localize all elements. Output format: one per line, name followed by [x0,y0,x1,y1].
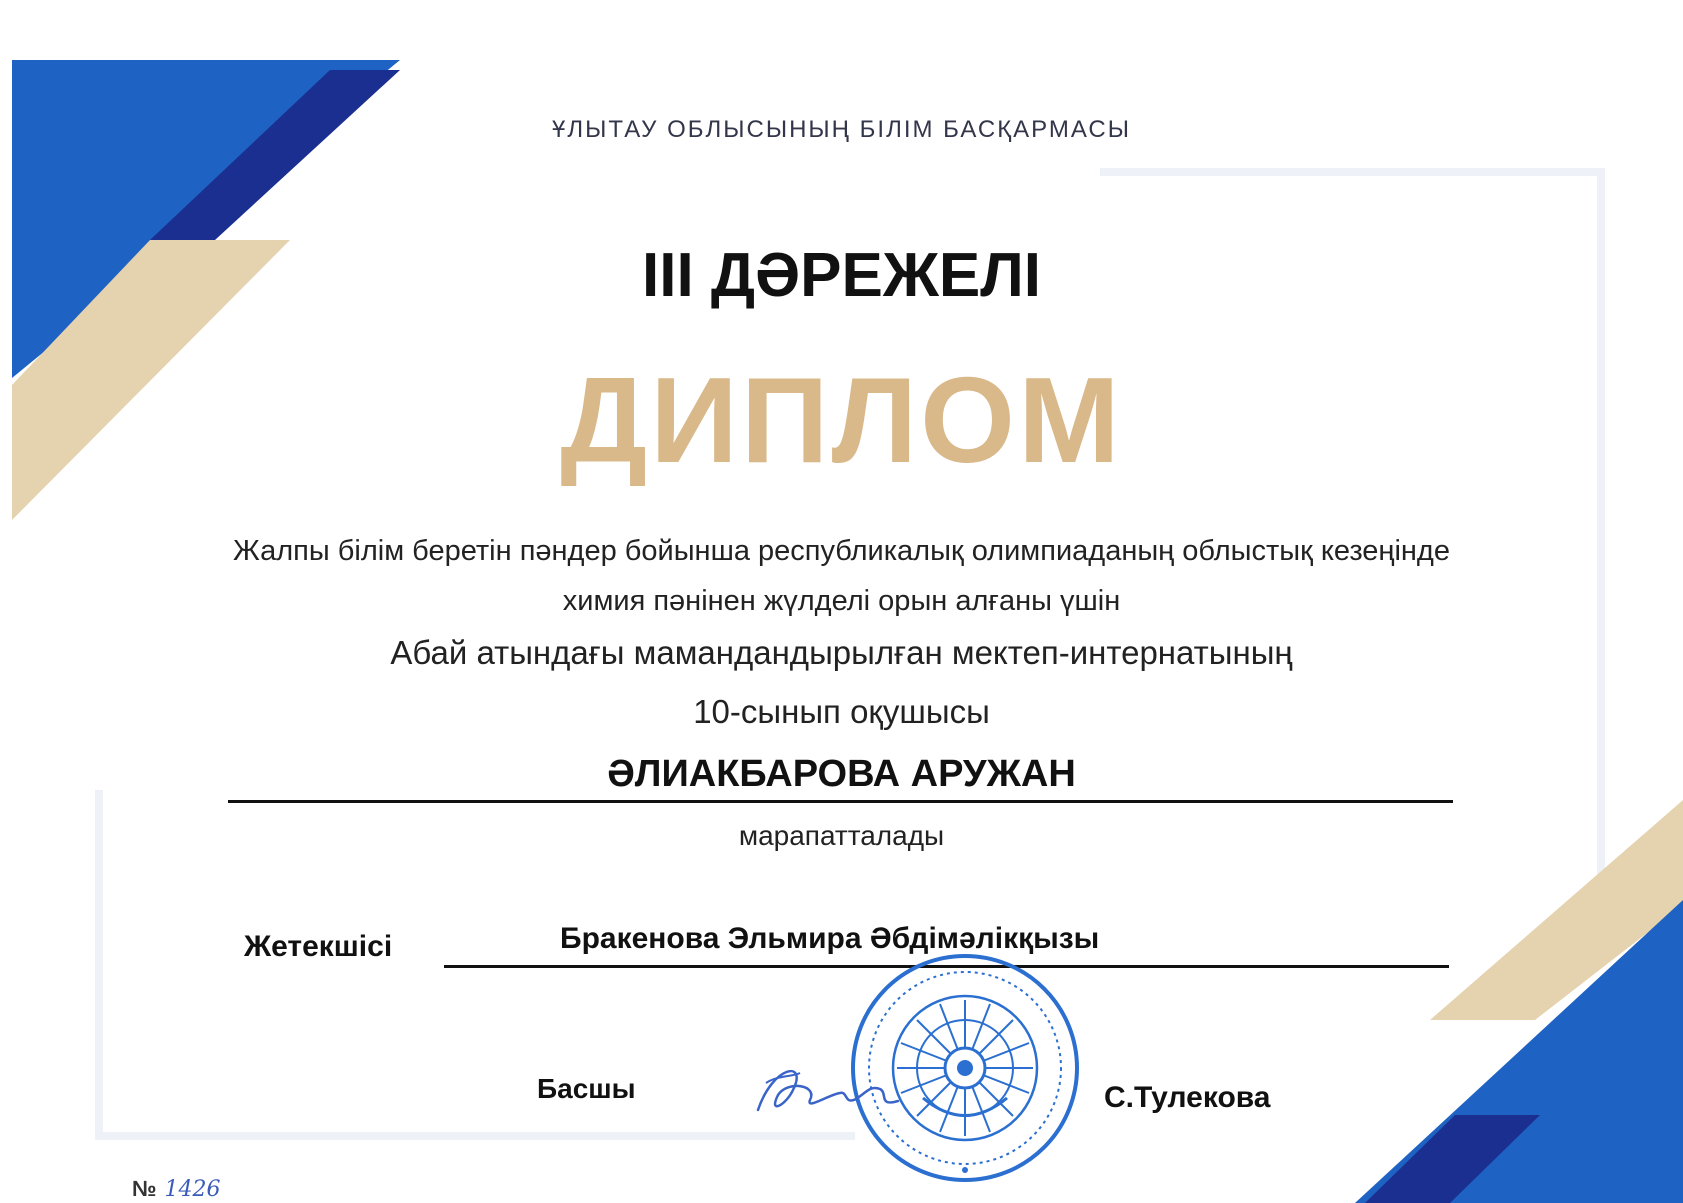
grade-line: 10-сынып оқушысы [693,693,990,730]
frame-bottom-line [95,1132,855,1140]
head-label: Басшы [537,1073,636,1104]
head-name: С.Тулекова [1104,1081,1271,1114]
degree-title: III ДӘРЕЖЕЛІ [642,241,1041,310]
school-line: Абай атындағы мамандандырылған мектеп-интернатының [390,634,1293,671]
diploma-title: ДИПЛОМ [560,352,1123,488]
signature-icon [748,1055,908,1125]
recipient-underline [228,800,1453,803]
recipient-name: ӘЛИАКБАРОВА АРУЖАН [607,753,1076,795]
award-reason-line-2: химия пәнінен жүлделі орын алғаны үшін [562,585,1121,617]
award-reason-line-1: Жалпы білім беретін пәндер бойынша республикалық олимпиаданың облыстық кезеңінде [233,535,1450,567]
supervisor-name: Бракенова Эльмира Әбдімәлікқызы [560,922,1100,955]
supervisor-label: Жетекшісі [244,930,393,963]
number-value: 1426 [164,1177,221,1202]
number-label: № [132,1176,157,1201]
frame-top-line [1100,168,1605,176]
organization-header: ҰЛЫТАУ ОБЛЫСЫНЫҢ БІЛІМ БАСҚАРМАСЫ [552,116,1131,143]
certificate-number [132,1176,221,1202]
awarded-text: марапатталады [738,820,945,851]
